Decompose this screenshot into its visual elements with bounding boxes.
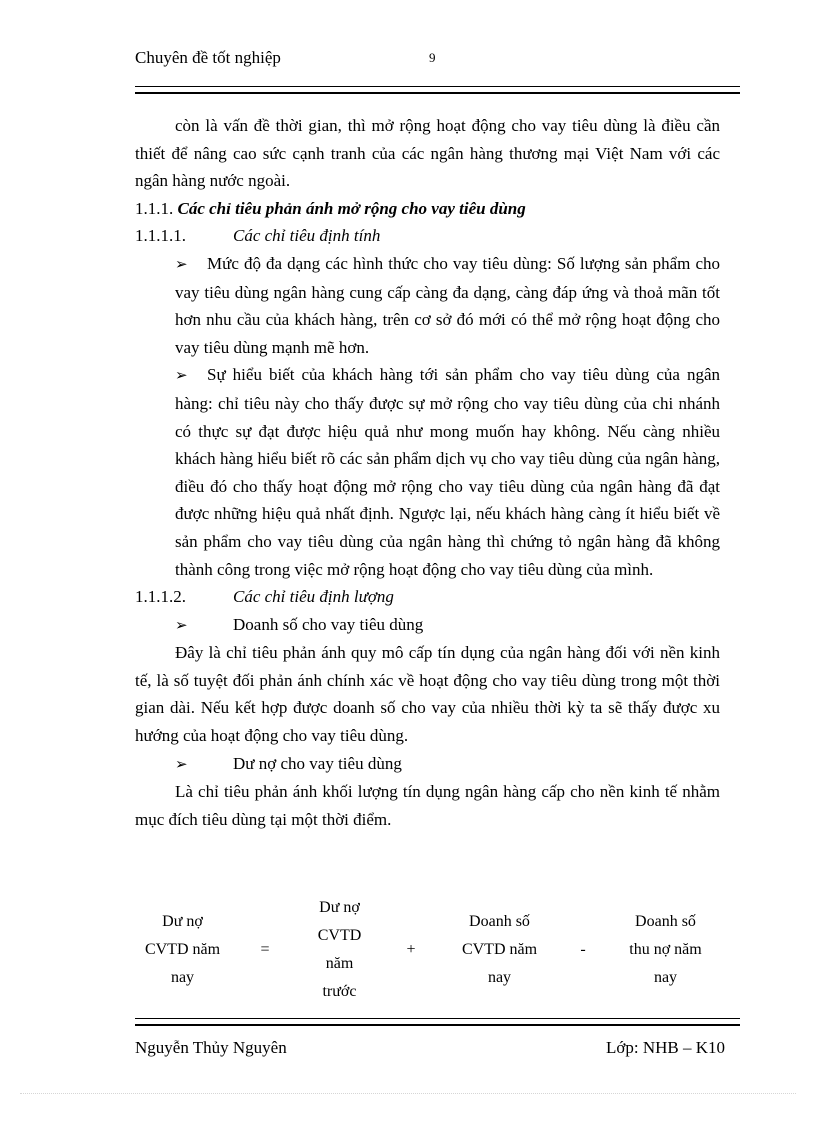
heading-text: Các chỉ tiêu phản ánh mở rộng cho vay tiêu dùng [177, 198, 526, 218]
header-title: Chuyên đề tốt nghiệp [135, 48, 281, 67]
bullet-text: Doanh số cho vay tiêu dùng [233, 614, 424, 634]
footer-double-rule [135, 1018, 740, 1026]
bullet-text: Sự hiểu biết của khách hàng tới sản phẩm cho vay tiêu dùng của ngân hàng: chỉ tiêu này cho thấy được sự mở rộng cho vay tiêu dùng của chi nhánh có thực sự đạt được hiệu quả như mong muốn hay không. Nếu càng nhiều khách hàng hiểu biết rõ các sản phẩm dịch vụ cho vay tiêu dùng của ngân hàng, điều đó cho thấy hoạt động mở rộng cho vay tiêu dùng của ngân hàng đã đạt được những hiệu quả nhất định. Ngược lại, nếu khách hàng càng ít hiểu biết về sản phẩm cho vay tiêu dùng của ngân hàng thì chứng tỏ ngân hàng đã không thành công trong việc mở rộng hoạt động cho vay tiêu dùng của mình. [175, 365, 720, 579]
formula-equals-sign: = [260, 941, 270, 958]
page-header [135, 48, 740, 72]
formula-term-previous-balance: Dư nợ CVTD năm trước [317, 899, 362, 1000]
bullet-item-diversity [135, 250, 720, 361]
heading-number: 1.1.1.1. [135, 226, 186, 246]
footer-author: Nguyễn Thủy Nguyên [135, 1038, 287, 1057]
section-heading-1-1-1-1 [135, 222, 720, 250]
formula-plus-sign: + [406, 941, 416, 958]
footer-class: Lớp: NHB – K10 [605, 1038, 725, 1057]
outstanding-paragraph: Là chỉ tiêu phản ánh khối lượng tín dụng ngân hàng cấp cho nền kinh tế nhằm mục đích tiêu dùng tại một thời điểm. [135, 782, 720, 829]
document-body [135, 112, 720, 833]
arrow-bullet-icon: ➢ [175, 615, 188, 634]
section-heading-1-1-1 [135, 195, 720, 223]
formula-term-lending-sales: Doanh số CVTD năm nay [461, 913, 538, 986]
heading-text: Các chỉ tiêu định lượng [233, 587, 394, 607]
bullet-text: Mức độ đa dạng các hình thức cho vay tiêu dùng: Số lượng sản phẩm cho vay tiêu dùng ngân hàng cung cấp càng đa dạng, càng đáp ứng và thoả mãn tốt hơn nhu cầu của khách hàng, trên cơ sở đó mới có thể mở rộng hoạt động cho vay tiêu dùng mạnh mẽ hơn. [175, 253, 720, 357]
page-number: 9 [429, 50, 436, 65]
intro-paragraph: còn là vấn đề thời gian, thì mở rộng hoạt động cho vay tiêu dùng là điều cần thiết để nâng cao sức cạnh tranh của các ngân hàng thương mại Việt Nam với các ngân hàng nước ngoài. [135, 116, 720, 191]
bullet-item-customer-understanding [135, 361, 720, 583]
formula-term-repayment-sales: Doanh số thu nợ năm nay [629, 913, 702, 986]
arrow-bullet-icon: ➢ [175, 254, 188, 273]
arrow-bullet-icon: ➢ [175, 366, 188, 385]
header-double-rule [135, 86, 740, 94]
arrow-bullet-icon: ➢ [175, 754, 188, 773]
sales-paragraph: Đây là chỉ tiêu phản ánh quy mô cấp tín dụng của ngân hàng đối với nền kinh tế, là số tuyệt đối phản ánh chính xác về hoạt động cho vay tiêu dùng trong một thời gian dài. Nếu kết hợp được doanh số cho vay của nhiều thời kỳ ta sẽ thấy được xu hướng của hoạt động cho vay tiêu dùng. [135, 643, 720, 746]
heading-number: 1.1.1.2. [135, 587, 186, 607]
formula-minus-sign: - [580, 941, 586, 958]
bullet-item-sales [135, 611, 720, 640]
bullet-item-outstanding-loans [135, 750, 720, 779]
heading-text: Các chỉ tiêu định tính [233, 226, 381, 246]
section-heading-1-1-1-2 [135, 583, 720, 611]
heading-number: 1.1.1. [135, 198, 174, 218]
page-edge-line [20, 1093, 796, 1094]
bullet-text: Dư nợ cho vay tiêu dùng [233, 753, 402, 773]
outstanding-loan-formula [135, 895, 740, 1005]
formula-term-current-balance: Dư nợ CVTD năm nay [144, 913, 221, 986]
